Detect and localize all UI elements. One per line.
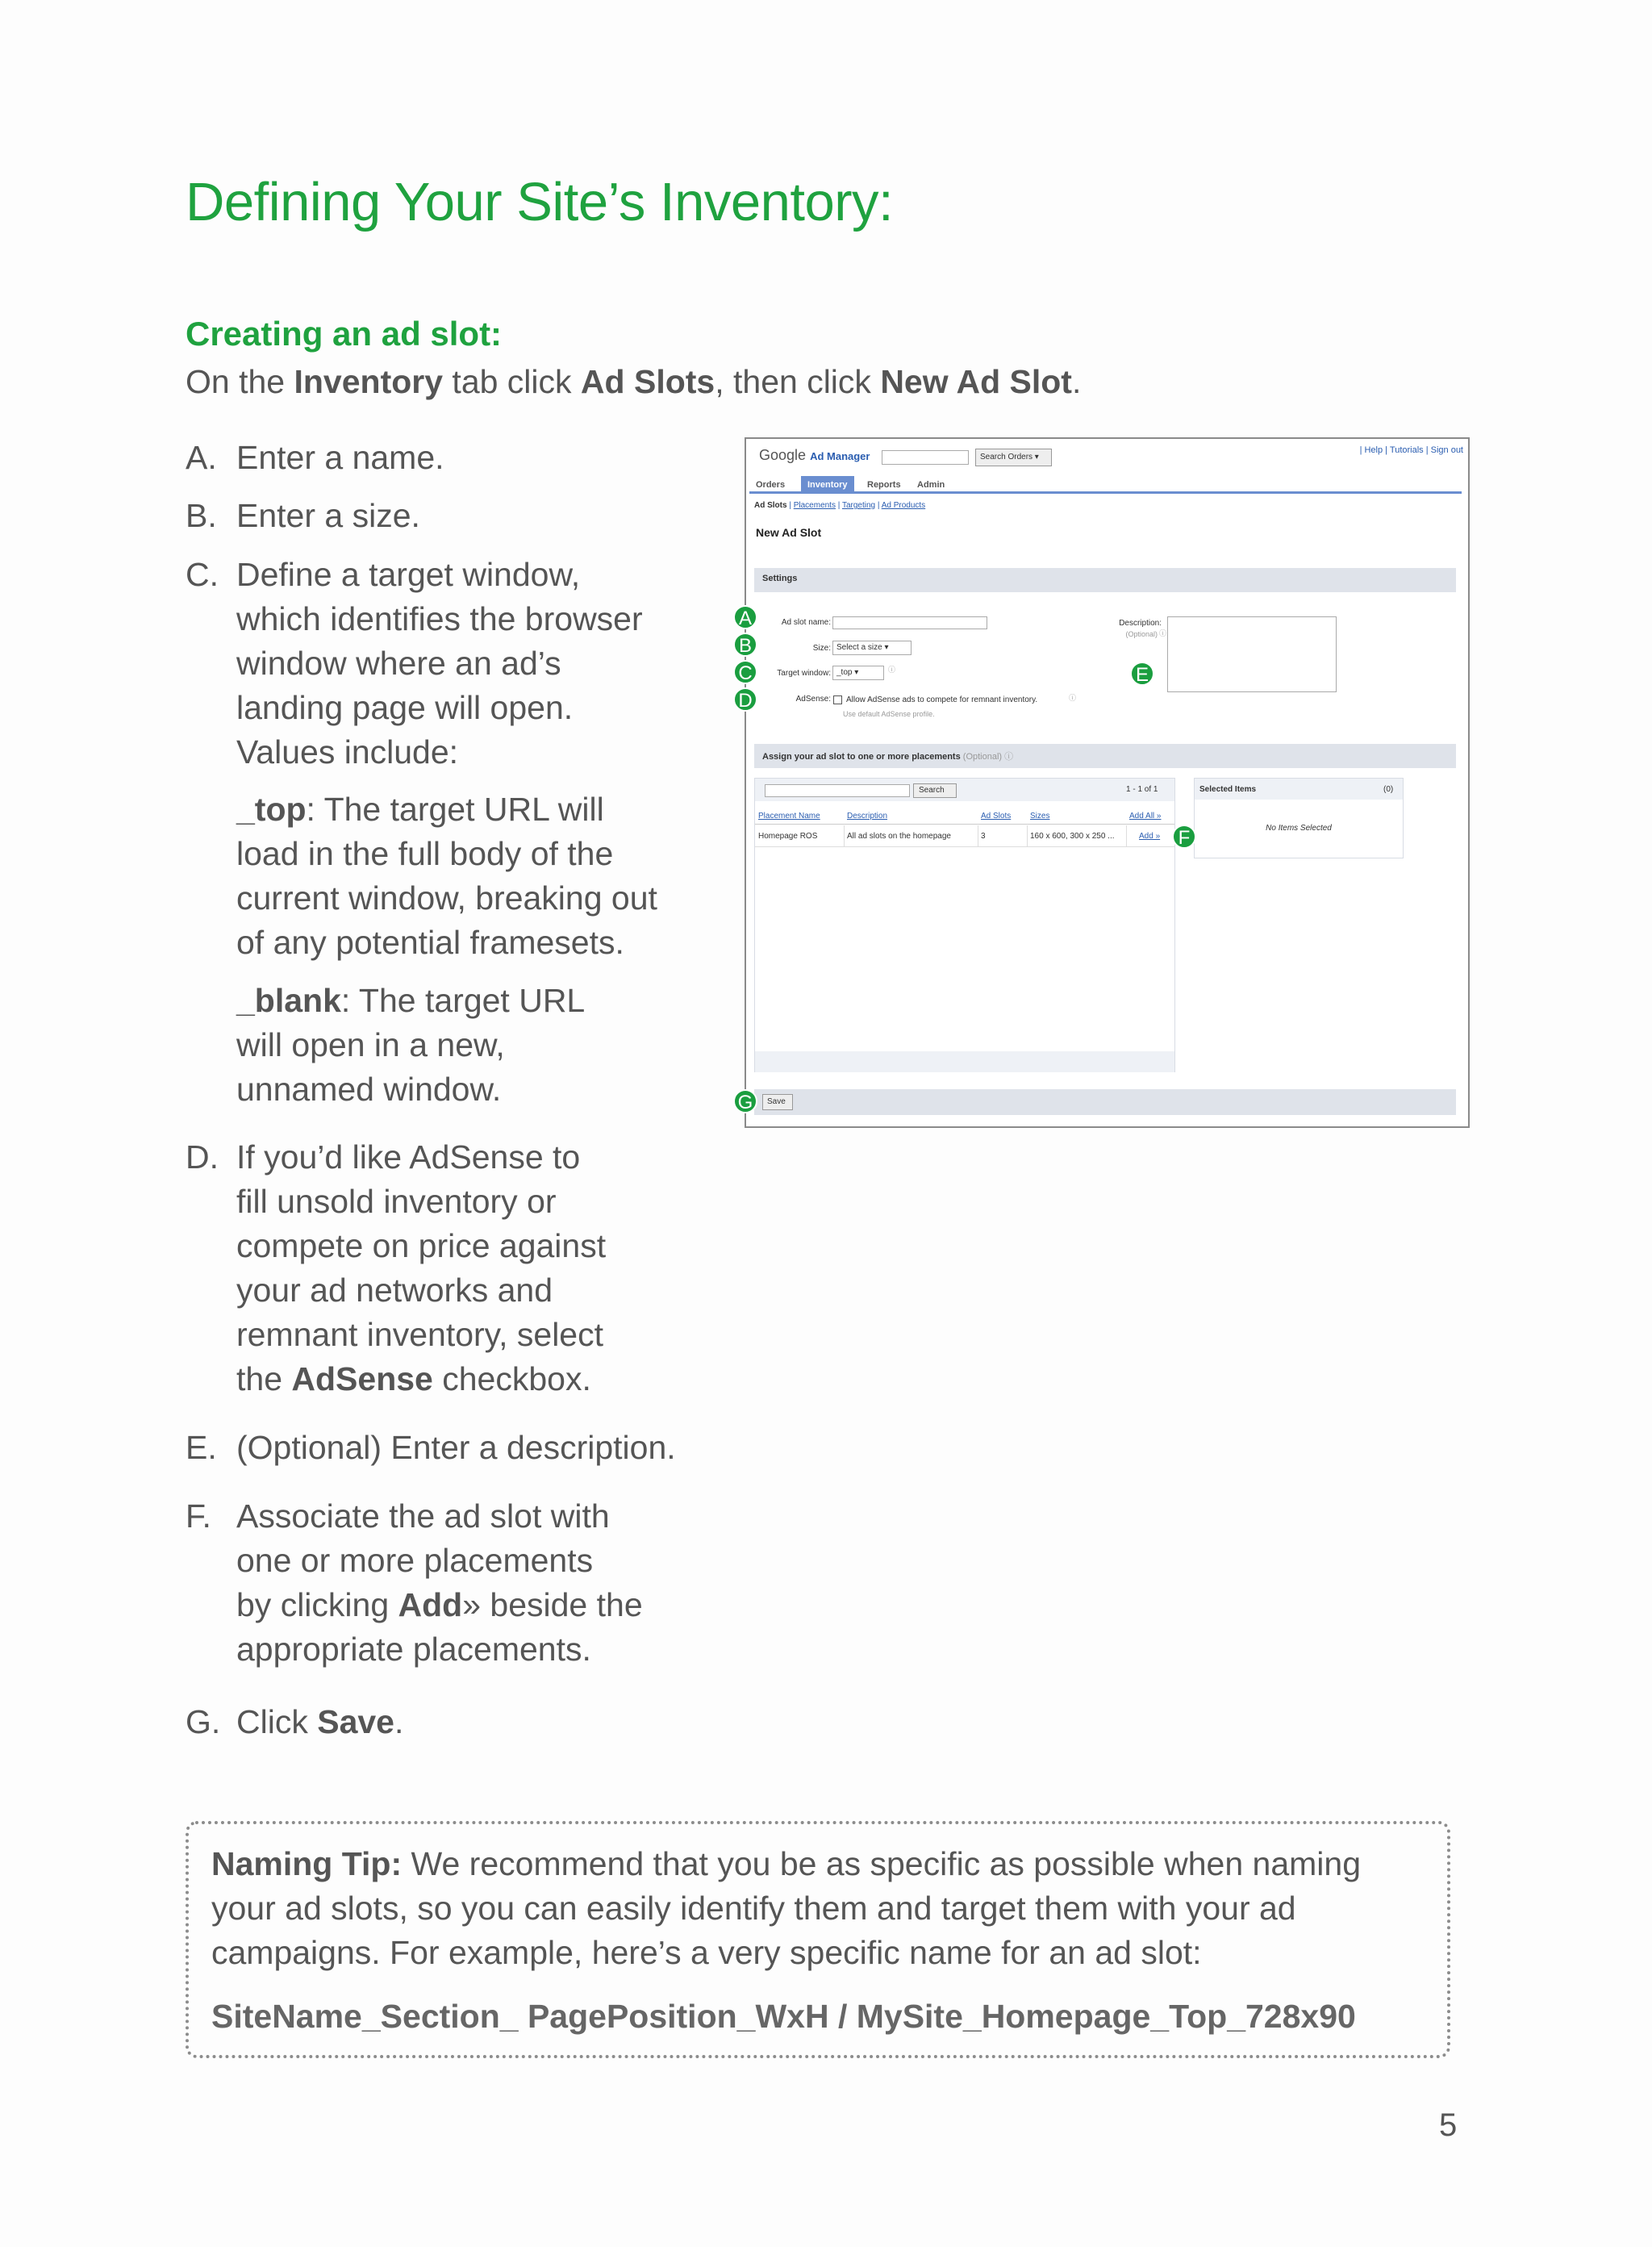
step-e — [186, 1426, 912, 1470]
tip-line-2: your ad slots, so you can easily identify them and target them with your ad — [211, 1890, 1296, 1927]
tip-example: SiteName_Section_ PagePosition_WxH / MySite_Homepage_Top_728x90 — [211, 1998, 1356, 2035]
col-description[interactable]: Description — [847, 812, 888, 821]
step-text: Enter a name. — [236, 439, 444, 476]
adsense-checkbox-label: Allow AdSense ads to compete for remnant inventory. — [846, 695, 1038, 704]
description-textarea[interactable] — [1167, 616, 1337, 692]
step-letter: A. — [186, 439, 217, 476]
ad-slot-name-input[interactable] — [832, 616, 987, 629]
callout-a: A — [733, 605, 757, 629]
step-letter: E. — [186, 1429, 217, 1466]
adsense-checkbox[interactable] — [833, 695, 842, 704]
subtab-targeting[interactable]: Targeting — [841, 501, 876, 510]
subtabs: Ad Slots | Placements | Targeting | Ad Products — [754, 501, 926, 510]
placement-search-input[interactable] — [765, 784, 910, 797]
naming-tip-box — [186, 1821, 1450, 2058]
placements-panel — [754, 778, 1175, 1072]
help-icon[interactable]: ⓘ — [888, 666, 896, 674]
step-letter: G. — [186, 1703, 221, 1740]
tab-inventory[interactable]: Inventory — [801, 476, 854, 494]
size-label: Size: — [812, 644, 831, 653]
description-label: Description: — [1119, 619, 1162, 628]
top-links[interactable]: | Help | Tutorials | Sign out — [1359, 445, 1463, 455]
step-text: Define a target window, which identifies the browser window where an ad’s landing page will open. Values include: — [236, 556, 643, 771]
step-letter: B. — [186, 497, 217, 534]
row-description: All ad slots on the homepage — [847, 832, 951, 841]
col-placement-name[interactable]: Placement Name — [758, 812, 820, 821]
value-blank: _blank: The target URL will open in a new, unnamed window. — [236, 982, 586, 1108]
tip-line-1: Naming Tip: We recommend that you be as specific as possible when naming — [211, 1845, 1362, 1882]
pagination: 1 - 1 of 1 — [1126, 785, 1158, 794]
add-placement-link[interactable]: Add » — [1139, 832, 1161, 841]
step-text: If you’d like AdSense to fill unsold inventory or compete on price against your ad networks and remnant inventory, select the AdSense checkbox. — [236, 1138, 607, 1397]
add-all-link[interactable]: Add All » — [1129, 812, 1162, 821]
help-icon[interactable]: ⓘ — [1159, 629, 1167, 637]
row-sizes: 160 x 600, 300 x 250 ... — [1030, 832, 1115, 841]
selected-items-panel — [1194, 778, 1404, 858]
save-button[interactable]: Save — [762, 1094, 793, 1110]
target-window-select[interactable]: _top ▾ — [832, 666, 884, 680]
subtab-placements[interactable]: Placements — [793, 501, 836, 510]
settings-bar: Settings — [754, 568, 1456, 592]
google-logo: Google Ad Manager — [759, 447, 870, 463]
intro-text: On the Inventory tab click Ad Slots, then click New Ad Slot. — [186, 363, 1082, 400]
section-subheading: Creating an ad slot: — [186, 315, 503, 353]
step-letter: F. — [186, 1497, 211, 1535]
assign-placements-bar: Assign your ad slot to one or more placements (Optional) ⓘ — [754, 744, 1456, 768]
callout-c: C — [733, 660, 757, 684]
step-g — [186, 1700, 750, 1744]
callout-f: F — [1172, 825, 1196, 849]
step-b — [186, 494, 750, 538]
main-tabs — [749, 476, 1462, 494]
search-orders-button[interactable]: Search Orders ▾ — [975, 449, 1052, 466]
step-text: Associate the ad slot with one or more placements by clicking Add» beside the appropriate placements. — [236, 1497, 643, 1668]
target-window-label: Target window: — [777, 669, 831, 678]
tab-reports[interactable]: Reports — [867, 480, 901, 490]
ad-slot-name-label: Ad slot name: — [781, 618, 831, 627]
subtab-ad-slots[interactable]: Ad Slots — [754, 501, 787, 510]
step-text: (Optional) Enter a description. — [236, 1429, 676, 1466]
save-bar — [754, 1089, 1456, 1115]
page-number: 5 — [1439, 2107, 1458, 2143]
help-icon[interactable]: ⓘ — [1004, 752, 1014, 762]
col-sizes[interactable]: Sizes — [1030, 812, 1050, 821]
col-ad-slots[interactable]: Ad Slots — [981, 812, 1012, 821]
help-icon[interactable]: ⓘ — [1069, 694, 1077, 702]
step-text: Click Save. — [236, 1703, 404, 1740]
step-f — [186, 1494, 750, 1672]
step-letter: C. — [186, 556, 219, 593]
page-title: Defining Your Site’s Inventory: — [186, 172, 894, 232]
row-placement-name: Homepage ROS — [758, 832, 818, 841]
description-optional: (Optional) — [1125, 630, 1158, 638]
new-ad-slot-title: New Ad Slot — [756, 526, 822, 539]
selected-items-count: (0) — [1383, 785, 1394, 794]
adsense-profile-note: Use default AdSense profile. — [843, 710, 935, 718]
size-select[interactable]: Select a size ▾ — [832, 641, 912, 655]
step-a — [186, 436, 750, 480]
subtab-ad-products[interactable]: Ad Products — [881, 501, 926, 510]
ad-manager-screenshot — [737, 437, 1470, 1128]
adsense-label: AdSense: — [795, 695, 831, 704]
callout-g: G — [733, 1089, 757, 1113]
tip-line-3: campaigns. For example, here’s a very specific name for an ad slot: — [211, 1934, 1202, 1971]
step-letter: D. — [186, 1138, 219, 1176]
step-text: Enter a size. — [236, 497, 420, 534]
tab-admin[interactable]: Admin — [917, 480, 945, 490]
callout-b: B — [733, 633, 757, 657]
step-c — [186, 553, 750, 775]
value-top: _top: The target URL will load in the full body of the current window, breaking out of any potential framesets. — [236, 791, 657, 961]
order-search-input[interactable] — [882, 450, 969, 465]
tab-orders[interactable]: Orders — [756, 480, 786, 490]
placement-search-button[interactable]: Search — [913, 783, 957, 798]
step-d — [186, 1135, 750, 1401]
callout-e: E — [1130, 662, 1154, 686]
no-items-selected: No Items Selected — [1266, 824, 1332, 833]
row-ad-slots: 3 — [981, 832, 986, 841]
selected-items-title: Selected Items — [1199, 785, 1257, 794]
callout-d: D — [733, 687, 757, 712]
